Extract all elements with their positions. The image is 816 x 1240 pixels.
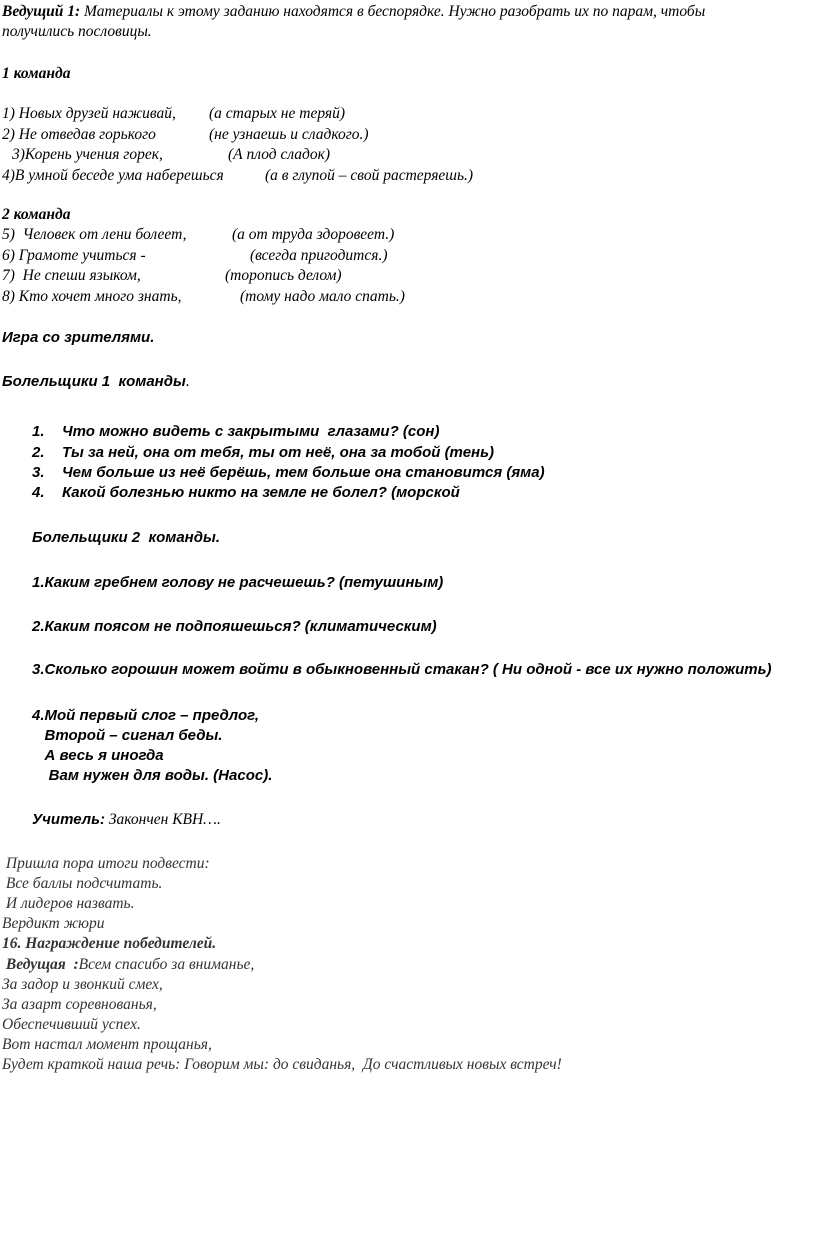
team1-item-right: (А плод сладок) [228,146,331,163]
team1-item-right: (не узнаешь и сладкого.) [209,126,369,143]
host-label: Ведущая : [2,956,79,973]
closing-poem-line: Все баллы подсчитать. [2,875,163,892]
closing-poem-line: Пришла пора итоги подвести: [2,855,210,872]
team2-heading: 2 команда [2,206,71,223]
audience-heading: Игра со зрителями. [2,329,155,346]
fans2-question: 1.Каким гребнем голову не расчешешь? (петушиным) [32,574,444,591]
team2-item-left: 7) Не спеши языком, [2,267,141,284]
fans2-heading: Болельщики 2 команды. [32,529,220,546]
closing-line: Обеспечивший успех. [2,1016,141,1033]
riddle-line: Второй – сигнал беды. [32,727,223,744]
closing-line: Вот настал момент прощанья, [2,1036,212,1053]
team1-item-left: 4)В умной беседе ума наберешься [2,167,224,184]
teacher-line [32,810,221,830]
teacher-text: Закончен КВН…. [104,811,221,828]
closing-poem-line: И лидеров назвать. [2,895,135,912]
team1-item-right: (а старых не теряй) [209,105,345,122]
closing-line: За задор и звонкий смех, [2,976,163,993]
award-heading: 16. Награждение победителей. [2,935,217,952]
fans2-question: 3.Сколько горошин может войти в обыкновенный стакан? ( Ни одной - все их нужно положить) [32,661,772,678]
host-text: Всем спасибо за вниманье, [78,956,255,973]
fans2-question: 2.Каким поясом не подпояшешься? (климатическим) [32,618,437,635]
team2-item-left: 8) Кто хочет много знать, [2,288,182,305]
teacher-label: Учитель: [32,811,105,828]
host-line [2,955,254,975]
team2-item-right: (тому надо мало спать.) [240,288,405,305]
closing-line: За азарт соревнованья, [2,996,157,1013]
team2-item-left: 6) Грамоте учиться - [2,247,146,264]
intro-paragraph [2,2,705,22]
team2-item-right: (торопись делом) [225,267,342,284]
document-page: Ведущий 1: Материалы к этому заданию находятся в беспорядке. Нужно разобрать их по парам, чтобы получились пословицы. 1 команда 1) Новых друзей наживай, (а старых не теряй) 2) Не отведав горького (не узнаешь и сладкого.) 3)Корень учения горек, (А плод сладок) 4)В умной беседе ума наберешься (а в глупой – свой растеряешь.) 2 команда 5) Человек от лени болеет, (а от труда здоровеет.) 6) Грамоте учиться - (всегда пригодится.) 7) Не спеши языком, (торопись делом) 8) Кто хочет много знать, (тому надо мало спать.) Игра со зрителями. Болельщики 1 команды. 1. Что можно видеть с закрытыми глазами? (сон) 2. Ты за ней, она от тебя, ты от неё, она за тобой (тень) 3. Чем больше из неё берёшь, тем больше она становится (яма) 4. Какой болезнью никто на земле не болел? (морской Болельщики 2 команды. 1.Каким гребнем голову не расчешешь? (петушиным) 2.Каким поясом не подпояшешься? (климатическим) 3.Сколько горошин может войти в обыкновенный стакан? ( Ни одной - все их нужно положить) 4.Мой первый слог – предлог, Второй – сигнал беды. А весь я иногда Вам нужен для воды. (Насос). Учитель: Закончен КВН…. Пришла пора итоги подвести: Все баллы подсчитать. И лидеров назвать. Вердикт жюри 16. Награждение победителей. Ведущая :Всем спасибо за вниманье, За задор и звонкий смех, За азарт соревнованья, Обеспечивший успех. Вот настал момент прощанья, Будет краткой наша речь: Говорим мы: до свиданья, До счастливых новых встреч! [2,3,772,1073]
riddle-line: А весь я иногда [32,747,164,764]
riddle-line: Вам нужен для воды. (Насос). [32,767,273,784]
team2-item-right: (а от труда здоровеет.) [232,226,395,243]
team1-item-left: 2) Не отведав горького [2,126,156,143]
team1-item-left: 3)Корень учения горек, [12,146,163,163]
closing-poem-line: Вердикт жюри [2,915,105,932]
closing-line: Будет краткой наша речь: Говорим мы: до свиданья, До счастливых новых встреч! [2,1056,562,1073]
team2-item-left: 5) Человек от лени болеет, [2,226,187,243]
fans1-heading: Болельщики 1 команды. [2,373,190,390]
intro-text-line2: получились пословицы. [2,23,152,40]
team1-heading: 1 команда [2,65,71,82]
speaker-label: Ведущий 1: [2,3,81,20]
team1-item-left: 1) Новых друзей наживай, [2,105,176,122]
team2-item-right: (всегда пригодится.) [250,247,388,264]
riddle-line: 4.Мой первый слог – предлог, [32,707,260,724]
team1-item-right: (а в глупой – свой растеряешь.) [265,167,474,184]
intro-text-line1: Материалы к этому заданию находятся в беспорядке. Нужно разобрать их по парам, чтобы [80,3,706,20]
